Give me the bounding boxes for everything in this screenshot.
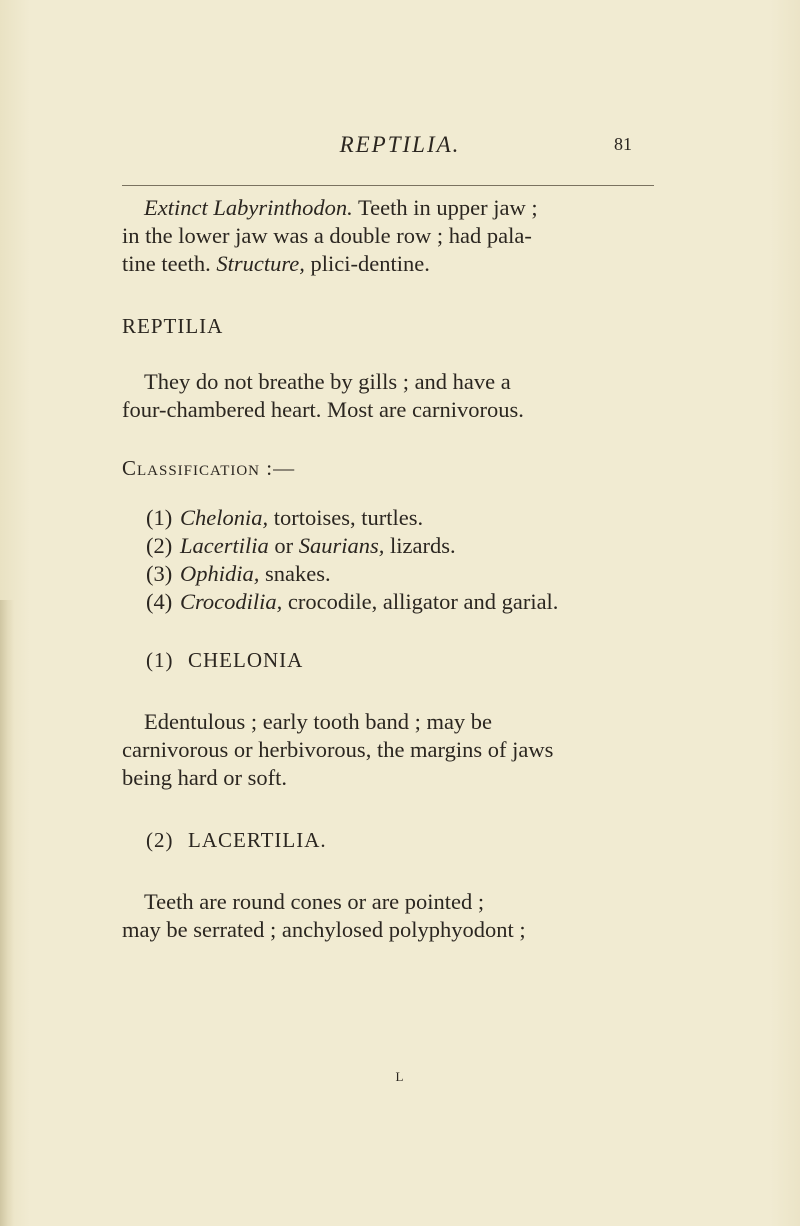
taxon-name: Chelonia, xyxy=(180,505,269,530)
list-item xyxy=(146,504,662,532)
taxon-synonym: Saurians, xyxy=(298,533,385,558)
lacertilia-heading xyxy=(122,826,662,854)
header-rule xyxy=(122,185,654,186)
page-body xyxy=(122,194,662,944)
intro-genus: Extinct Labyrinthodon. xyxy=(144,195,353,220)
taxon-desc: lizards. xyxy=(384,533,456,558)
taxon-desc: snakes. xyxy=(259,561,331,586)
intro-paragraph xyxy=(122,194,662,278)
chelonia-title: CHELONIA xyxy=(188,648,304,672)
list-item xyxy=(146,532,662,560)
chelonia-heading xyxy=(122,646,662,674)
list-item xyxy=(146,588,662,616)
list-item xyxy=(146,560,662,588)
taxon-desc: tortoises, turtles. xyxy=(268,505,424,530)
lacertilia-line: Teeth are round cones or are pointed ; xyxy=(144,889,485,914)
item-number: (1) xyxy=(146,505,173,530)
lacertilia-title: LACERTILIA. xyxy=(188,828,327,852)
taxon-desc: crocodile, alligator and garial. xyxy=(282,589,559,614)
signature-mark: L xyxy=(395,1069,405,1084)
page-edge-shadow xyxy=(0,600,14,1226)
item-number: (3) xyxy=(146,561,173,586)
running-title: REPTILIA. xyxy=(339,132,461,157)
intro-line xyxy=(122,194,662,222)
page-number: 81 xyxy=(614,134,632,154)
chelonia-line: being hard or soft. xyxy=(122,765,287,790)
lacertilia-line: may be serrated ; anchylosed polyphyodont ; xyxy=(122,917,526,942)
taxon-connector: or xyxy=(268,533,299,558)
chelonia-line: carnivorous or herbivorous, the margins of jaws xyxy=(122,737,554,762)
intro-line xyxy=(122,250,662,278)
chelonia-paragraph xyxy=(122,708,662,792)
taxon-name: Lacertilia xyxy=(180,533,269,558)
intro-text: in the lower jaw was a double row ; had pala- xyxy=(122,223,532,248)
chelonia-number: (1) xyxy=(146,648,174,672)
item-number: (4) xyxy=(146,589,173,614)
chelonia-line: Edentulous ; early tooth band ; may be xyxy=(144,709,493,734)
lacertilia-paragraph xyxy=(122,888,662,944)
intro-text: tine teeth. xyxy=(122,251,217,276)
intro-text: plici-dentine. xyxy=(304,251,430,276)
taxon-name: Ophidia, xyxy=(180,561,260,586)
classification-label: Classification :— xyxy=(122,456,296,480)
intro-structure-label: Structure, xyxy=(216,251,305,276)
description-line: They do not breathe by gills ; and have a xyxy=(144,369,511,394)
intro-line xyxy=(122,222,662,250)
description-line: four-chambered heart. Most are carnivorous. xyxy=(122,397,524,422)
running-head xyxy=(0,132,800,172)
item-number: (2) xyxy=(146,533,173,558)
classification-list xyxy=(122,504,662,616)
description-paragraph xyxy=(122,368,662,424)
lacertilia-number: (2) xyxy=(146,828,174,852)
intro-text: Teeth in upper jaw ; xyxy=(352,195,538,220)
taxon-name: Crocodilia, xyxy=(180,589,283,614)
section-heading: REPTILIA xyxy=(122,314,224,338)
